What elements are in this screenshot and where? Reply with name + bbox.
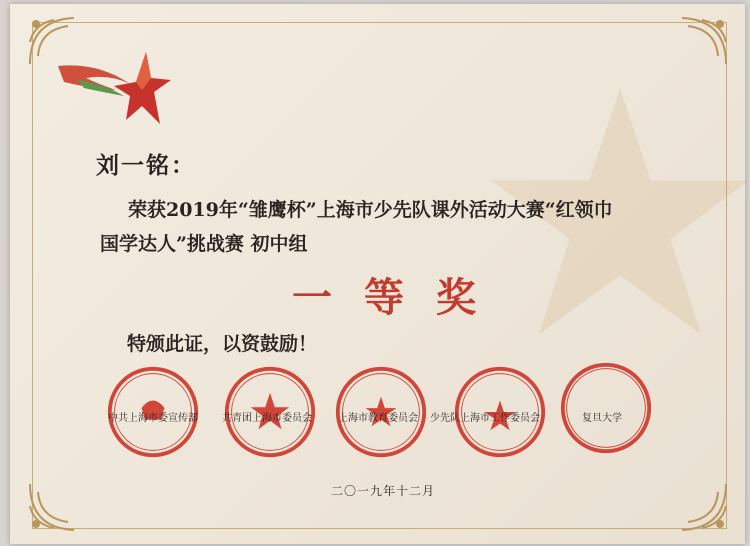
issuer-fudan-university: 复旦大学 xyxy=(582,413,622,424)
certificate-paper xyxy=(10,4,745,544)
award-title: 一等奖 xyxy=(292,274,508,321)
seal-fudan-university xyxy=(558,360,654,456)
issuer-young-pioneers: 少先队上海市工作委员会 xyxy=(430,413,540,424)
award-description-line2: 国学达人”挑战赛 初中组 xyxy=(100,233,308,255)
encouragement-text: 特颁此证，以资鼓励！ xyxy=(127,333,318,355)
issue-date: 二〇一九年十二月 xyxy=(331,484,436,498)
star-ribbon-logo xyxy=(58,44,173,139)
corner-ornament-bottom-left xyxy=(24,476,94,536)
award-description-line1: 荣获2019年“雏鹰杯”上海市少先队课外活动大赛“红领巾 xyxy=(128,199,613,221)
issuer-education-commission: 上海市教育委员会 xyxy=(338,413,418,424)
recipient-name: 刘一铭： xyxy=(96,152,196,179)
corner-ornament-bottom-right xyxy=(662,476,732,536)
issuer-youth-league: 共青团上海市委员会 xyxy=(222,413,312,424)
issuer-propaganda-department: 中共上海市委宣传部 xyxy=(108,413,198,424)
corner-ornament-top-right xyxy=(662,12,732,72)
